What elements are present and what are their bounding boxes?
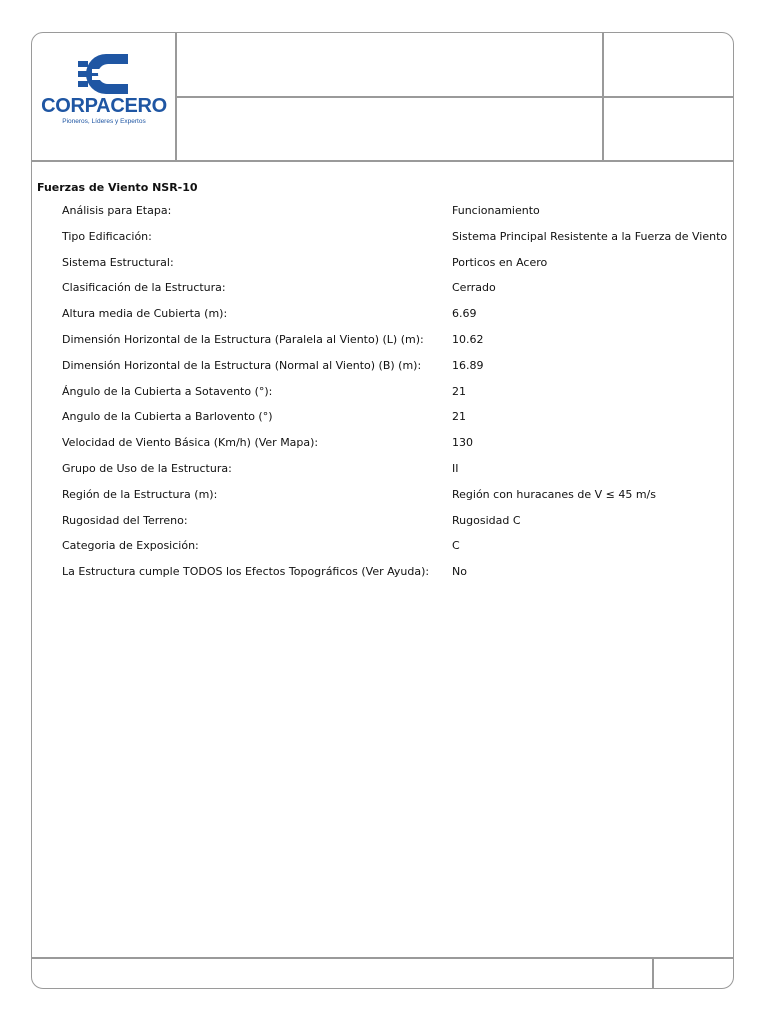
parameter-value: 6.69 [452,307,477,321]
parameter-label: Grupo de Uso de la Estructura: [62,461,232,475]
logo-mark-icon [36,50,172,96]
parameter-label: Región de la Estructura (m): [62,487,218,501]
parameter-value: No [452,565,467,579]
header-bottom-line [32,160,733,162]
parameter-value: 10.62 [452,332,484,346]
footer-top-line [32,957,733,959]
parameter-row [62,514,738,540]
parameter-label: Categoria de Exposición: [62,539,199,553]
parameter-value: Región con huracanes de V ≤ 45 m/s [452,487,656,501]
parameter-row [62,333,738,359]
parameter-value: II [452,461,459,475]
parameter-value: Cerrado [452,281,496,295]
footer-divider [652,957,654,988]
parameter-row [62,462,738,488]
parameter-row [62,539,738,565]
parameter-row [62,230,738,256]
company-logo [36,50,172,150]
parameter-list [62,204,738,591]
parameter-label: Tipo Edificación: [62,229,152,243]
parameter-row [62,436,738,462]
parameter-label: Ángulo de la Cubierta a Sotavento (°): [62,384,273,398]
parameter-label: Sistema Estructural: [62,255,174,269]
parameter-row [62,256,738,282]
logo-wordmark: CORPACERO [41,95,167,117]
parameter-value: Sistema Principal Resistente a la Fuerza de Viento [452,229,728,243]
parameter-row [62,565,738,591]
parameter-label: Dimensión Horizontal de la Estructura (Normal al Viento) (B) (m): [62,358,422,372]
parameter-label: La Estructura cumple TODOS los Efectos Topográficos (Ver Ayuda): [62,565,430,579]
parameter-label: Rugosidad del Terreno: [62,513,188,527]
parameter-value: 21 [452,384,466,398]
parameter-row [62,410,738,436]
parameter-value: 130 [452,436,473,450]
parameter-value: 16.89 [452,358,484,372]
parameter-row [62,281,738,307]
parameter-label: Dimensión Horizontal de la Estructura (Paralela al Viento) (L) (m): [62,332,424,346]
parameter-value: Porticos en Acero [452,255,548,269]
parameter-label: Análisis para Etapa: [62,204,172,217]
parameter-label: Altura media de Cubierta (m): [62,307,228,321]
parameter-label: Clasificación de la Estructura: [62,281,226,295]
parameter-value: C [452,539,460,553]
parameter-row [62,488,738,514]
parameter-label: Angulo de la Cubierta a Barlovento (°) [62,410,273,424]
parameter-row [62,385,738,411]
parameter-row [62,204,738,230]
parameter-label: Velocidad de Viento Básica (Km/h) (Ver Mapa): [62,436,319,450]
parameter-row [62,307,738,333]
logo-tagline: Pioneros, Líderes y Expertos [62,118,146,125]
parameter-value: Rugosidad C [452,513,521,527]
header-mid-line [176,96,733,98]
section-title: Fuerzas de Viento NSR-10 [37,181,198,194]
parameter-row [62,359,738,385]
parameter-value: 21 [452,410,466,424]
parameter-value: Funcionamiento [452,204,540,217]
